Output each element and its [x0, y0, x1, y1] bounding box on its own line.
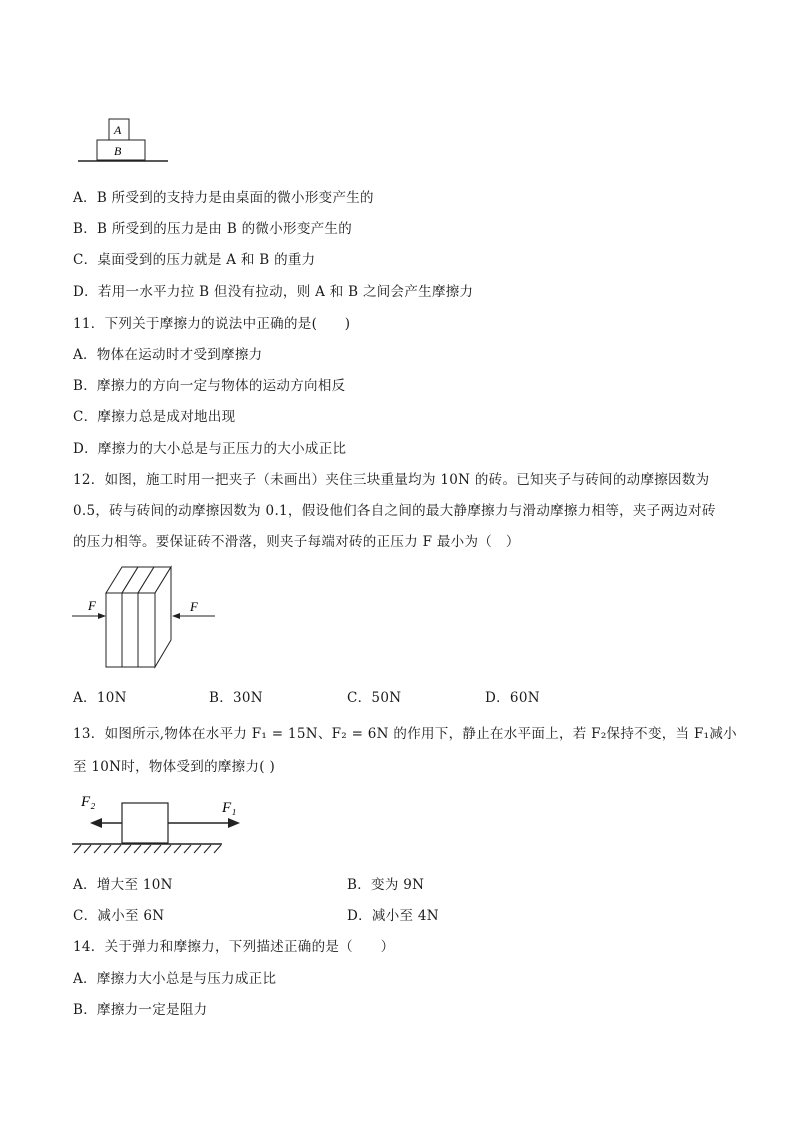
q10-option-c: C．桌面受到的压力就是 A 和 B 的重力: [73, 252, 316, 268]
q10-option-d: D．若用一水平力拉 B 但没有拉动，则 A 和 B 之间会产生摩擦力: [73, 284, 474, 300]
q14-stem: 14．关于弹力和摩擦力，下列描述正确的是（ ）: [73, 939, 395, 955]
figure-stacked-blocks: [74, 114, 174, 172]
q12-stem-line-2: 0.5，砖与砖间的动摩擦因数为 0.1，假设他们各自之间的最大静摩擦力与滑动摩擦力相等，夹子两边对砖: [73, 503, 716, 519]
q11-option-d: D．摩擦力的大小总是与正压力的大小成正比: [73, 441, 347, 457]
q11-option-c: C．摩擦力总是成对地出现: [73, 409, 236, 425]
q13-stem-line-1: 13．如图所示,物体在水平力 F₁ = 15N、F₂ = 6N 的作用下，静止在水平面上，若 F₂保持不变，当 F₁减小: [73, 726, 737, 742]
q14-option-b: B．摩擦力一定是阻力: [73, 1002, 208, 1018]
q12-option-d: D．60N: [485, 690, 540, 706]
q12-stem-line-1: 12．如图，施工时用一把夹子（未画出）夹住三块重量均为 10N 的砖。已知夹子与砖间的动摩擦因数为: [73, 472, 710, 488]
force-label-f2: F₂: [81, 794, 96, 810]
force-label-right: F: [190, 599, 198, 614]
q14-option-a: A．摩擦力大小总是与压力成正比: [73, 971, 277, 987]
q11-option-b: B．摩擦力的方向一定与物体的运动方向相反: [73, 378, 346, 394]
q12-option-b: B．30N: [209, 690, 263, 706]
block-b-label: B: [114, 144, 122, 158]
q12-option-a: A．10N: [73, 690, 127, 706]
q13-stem-line-2: 至 10N时，物体受到的摩擦力( ): [73, 759, 276, 775]
q12-stem-line-3: 的压力相等。要保证砖不滑落，则夹子每端对砖的正压力 F 最小为（ ）: [73, 534, 520, 550]
q11-option-a: A．物体在运动时才受到摩擦力: [73, 347, 263, 363]
q13-option-d: D．减小至 4N: [347, 908, 439, 924]
q10-option-b: B．B 所受到的压力是由 B 的微小形变产生的: [73, 221, 353, 237]
force-label-left: F: [88, 598, 96, 613]
q13-option-b: B．变为 9N: [347, 877, 425, 893]
q13-option-a: A．增大至 10N: [73, 877, 173, 893]
figure-three-bricks: [70, 560, 220, 676]
q10-option-a: A．B 所受到的支持力是由桌面的微小形变产生的: [73, 190, 374, 206]
force-label-f1: F₁: [222, 800, 237, 816]
q13-option-c: C．减小至 6N: [73, 908, 165, 924]
q12-option-c: C．50N: [347, 690, 402, 706]
figure-block-two-forces: [70, 790, 237, 862]
q11-stem: 11．下列关于摩擦力的说法中正确的是( ): [73, 316, 351, 332]
block-a-label: A: [114, 123, 122, 137]
